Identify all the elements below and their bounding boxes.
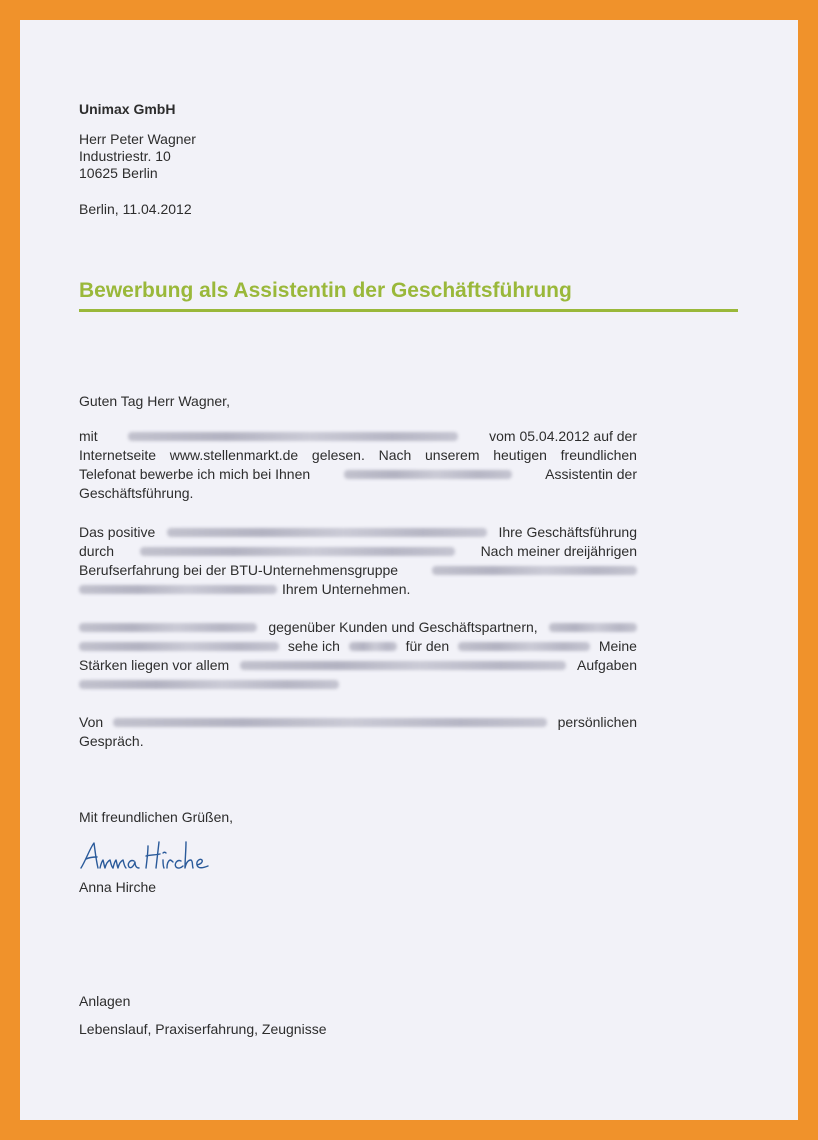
text-fragment: Nach meiner dreijährigen bbox=[480, 543, 637, 559]
letter-page bbox=[20, 20, 798, 1120]
text-fragment: Internetseite bbox=[79, 447, 157, 463]
redacted-text bbox=[79, 680, 339, 689]
text-fragment: Das positive bbox=[79, 524, 156, 540]
text-line bbox=[79, 732, 637, 751]
recipient-address bbox=[79, 131, 196, 182]
text-fragment: gegenüber Kunden und Geschäftspartnern, bbox=[268, 619, 538, 635]
text-fragment: freundlichen bbox=[560, 447, 637, 463]
recipient-street: Industriestr. 10 bbox=[79, 148, 171, 164]
text-fragment: vom 05.04.2012 auf der bbox=[489, 428, 637, 444]
text-fragment: mit bbox=[79, 428, 98, 444]
text-line bbox=[79, 523, 637, 542]
text-fragment: Telefonat bewerbe ich mich bei Ihnen bbox=[79, 466, 311, 482]
letter-date: Berlin, 11.04.2012 bbox=[79, 201, 192, 217]
text-line bbox=[79, 675, 637, 694]
redacted-text bbox=[79, 623, 257, 632]
redacted-text bbox=[140, 547, 455, 556]
attachments-title: Anlagen bbox=[79, 993, 131, 1009]
paragraph-2 bbox=[79, 523, 637, 599]
text-fragment: Assistentin der bbox=[545, 466, 637, 482]
redacted-text bbox=[128, 432, 458, 441]
signer-name: Anna Hirche bbox=[79, 879, 157, 895]
redacted-text bbox=[458, 642, 590, 651]
text-fragment: heutigen bbox=[493, 447, 547, 463]
text-line bbox=[79, 427, 637, 446]
text-line bbox=[79, 446, 637, 465]
letter-subject: Bewerbung als Assistentin der Geschäftsführung bbox=[79, 279, 572, 302]
text-fragment: Meine bbox=[598, 638, 637, 654]
text-line bbox=[79, 542, 637, 561]
text-fragment: www.stellenmarkt.de bbox=[169, 447, 299, 463]
redacted-text bbox=[349, 642, 397, 651]
sender-company: Unimax GmbH bbox=[79, 101, 176, 117]
text-fragment: persönlichen bbox=[557, 714, 637, 730]
redacted-text bbox=[79, 585, 277, 594]
text-line bbox=[79, 580, 637, 599]
text-fragment: Ihre Geschäftsführung bbox=[498, 524, 637, 540]
subject-underline bbox=[79, 309, 738, 312]
signature-drawing bbox=[78, 838, 213, 874]
text-line bbox=[79, 713, 637, 732]
text-fragment: Stärken liegen vor allem bbox=[79, 657, 230, 673]
text-line bbox=[79, 561, 637, 580]
recipient-city: 10625 Berlin bbox=[79, 165, 158, 181]
redacted-text bbox=[113, 718, 547, 727]
text-fragment: für den bbox=[405, 638, 450, 654]
redacted-text bbox=[167, 528, 487, 537]
text-fragment: Gespräch. bbox=[79, 733, 144, 749]
text-fragment: Berufserfahrung bei der BTU-Unternehmensgruppe bbox=[79, 562, 399, 578]
text-line bbox=[79, 618, 637, 637]
redacted-text bbox=[549, 623, 637, 632]
paragraph-4 bbox=[79, 713, 637, 751]
recipient-name: Herr Peter Wagner bbox=[79, 131, 196, 147]
redacted-text bbox=[344, 470, 512, 479]
text-fragment: Von bbox=[79, 714, 104, 730]
text-fragment: durch bbox=[79, 543, 115, 559]
letter-greeting: Guten Tag Herr Wagner, bbox=[79, 393, 230, 409]
text-fragment: sehe ich bbox=[287, 638, 340, 654]
text-line bbox=[79, 637, 637, 656]
text-fragment: Geschäftsführung. bbox=[79, 485, 194, 501]
text-fragment: gelesen. bbox=[311, 447, 365, 463]
text-line bbox=[79, 656, 637, 675]
handwritten-signature bbox=[78, 838, 213, 879]
redacted-text bbox=[432, 566, 637, 575]
paragraph-3 bbox=[79, 618, 637, 694]
text-fragment: Aufgaben bbox=[577, 657, 637, 673]
text-fragment: Ihrem Unternehmen. bbox=[282, 581, 411, 597]
paragraph-1 bbox=[79, 427, 637, 503]
redacted-text bbox=[240, 661, 566, 670]
letter-closing: Mit freundlichen Grüßen, bbox=[79, 809, 234, 825]
text-fragment: Nach bbox=[378, 447, 412, 463]
text-line bbox=[79, 484, 637, 503]
redacted-text bbox=[79, 642, 279, 651]
text-fragment: unserem bbox=[425, 447, 480, 463]
text-line bbox=[79, 465, 637, 484]
attachments-list: Lebenslauf, Praxiserfahrung, Zeugnisse bbox=[79, 1021, 327, 1037]
